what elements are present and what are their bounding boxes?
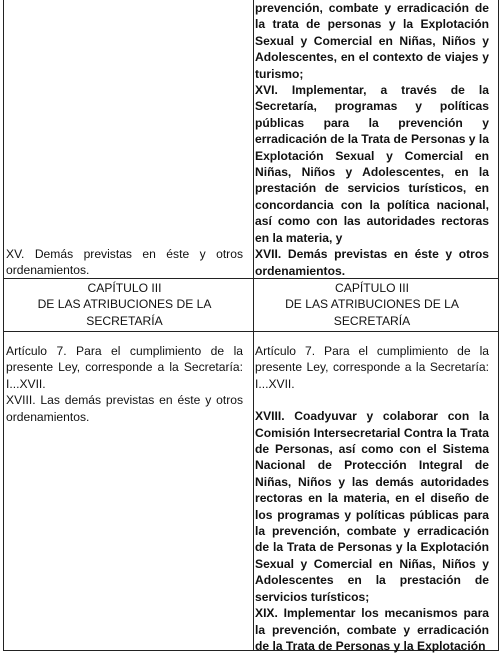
chapter-heading-right	[252, 280, 492, 329]
item-xviii-right: XVIII. Coadyuvar y colaborar con la Comisión Intersecretarial Contra la Trata de Personas, así como con el Sistema Nacional de Protección Integral de Niñas, Niños y las demás autoridades rectoras en la materia, en el diseño de los programas y políticas públicas para la prevención, combate y erradicación de la Trata de Personas y la Explotación Sexual y Comercial en Niñas, Niños y Adolescentes en la prestación de servicios turísticos;	[255, 409, 489, 604]
item-xv-left: XV. Demás previstas en éste y otros ordenamientos.	[6, 247, 243, 278]
chapter-title: CAPÍTULO III	[335, 281, 409, 295]
item-xvii: XVII. Demás previstas en éste y otros ordenamientos.	[255, 247, 489, 278]
chapter-subtitle-1: DE LAS ATRIBUCIONES DE LA	[37, 297, 212, 312]
article-7-text-right: Artículo 7. Para el cumplimiento de la presente Ley, corresponde a la Secretaría: I...XVII.	[255, 344, 489, 391]
item-xix: XIX. Implementar los mecanismos para la prevención, combate y erradicación de la Trata de Personas y la Explotación	[255, 606, 489, 653]
chapter-subtitle-1: DE LAS ATRIBUCIONES DE LA	[285, 297, 459, 312]
chapter-subtitle-2: SECRETARÍA	[86, 313, 163, 328]
chapter-heading-left	[3, 280, 246, 329]
chapter-title: CAPÍTULO III	[87, 281, 162, 295]
item-xvi: XVI. Implementar, a través de la Secretaría, programas y políticas públicas para la prevención y erradicación de la Trata de Personas y la Explotación Sexual y Comercial en Niñas, Niños y Adolescentes, en la prestación de servicios turísticos, en concordancia con la política nacional, así como con las autoridades rectoras en la materia, y	[255, 83, 489, 245]
chapter-subtitle-2: SECRETARÍA	[333, 313, 411, 328]
article-7-right	[252, 343, 492, 654]
top-left-cell	[3, 246, 246, 279]
item-xv-continuation: prevención, combate y erradicación de la trata de personas y la Explotación Sexual y Comercial en Niñas, Niños y Adolescentes, en el contexto de viajes y turismo;	[255, 1, 489, 81]
article-7-left	[3, 343, 246, 425]
item-xviii-left: XVIII. Las demás previstas en éste y otros ordenamientos.	[6, 393, 243, 424]
top-right-cell	[252, 0, 492, 279]
article-7-text-left: Artículo 7. Para el cumplimiento de la presente Ley, corresponde a la Secretaría: I...XVII.	[6, 344, 243, 391]
row-divider-2	[4, 331, 498, 332]
